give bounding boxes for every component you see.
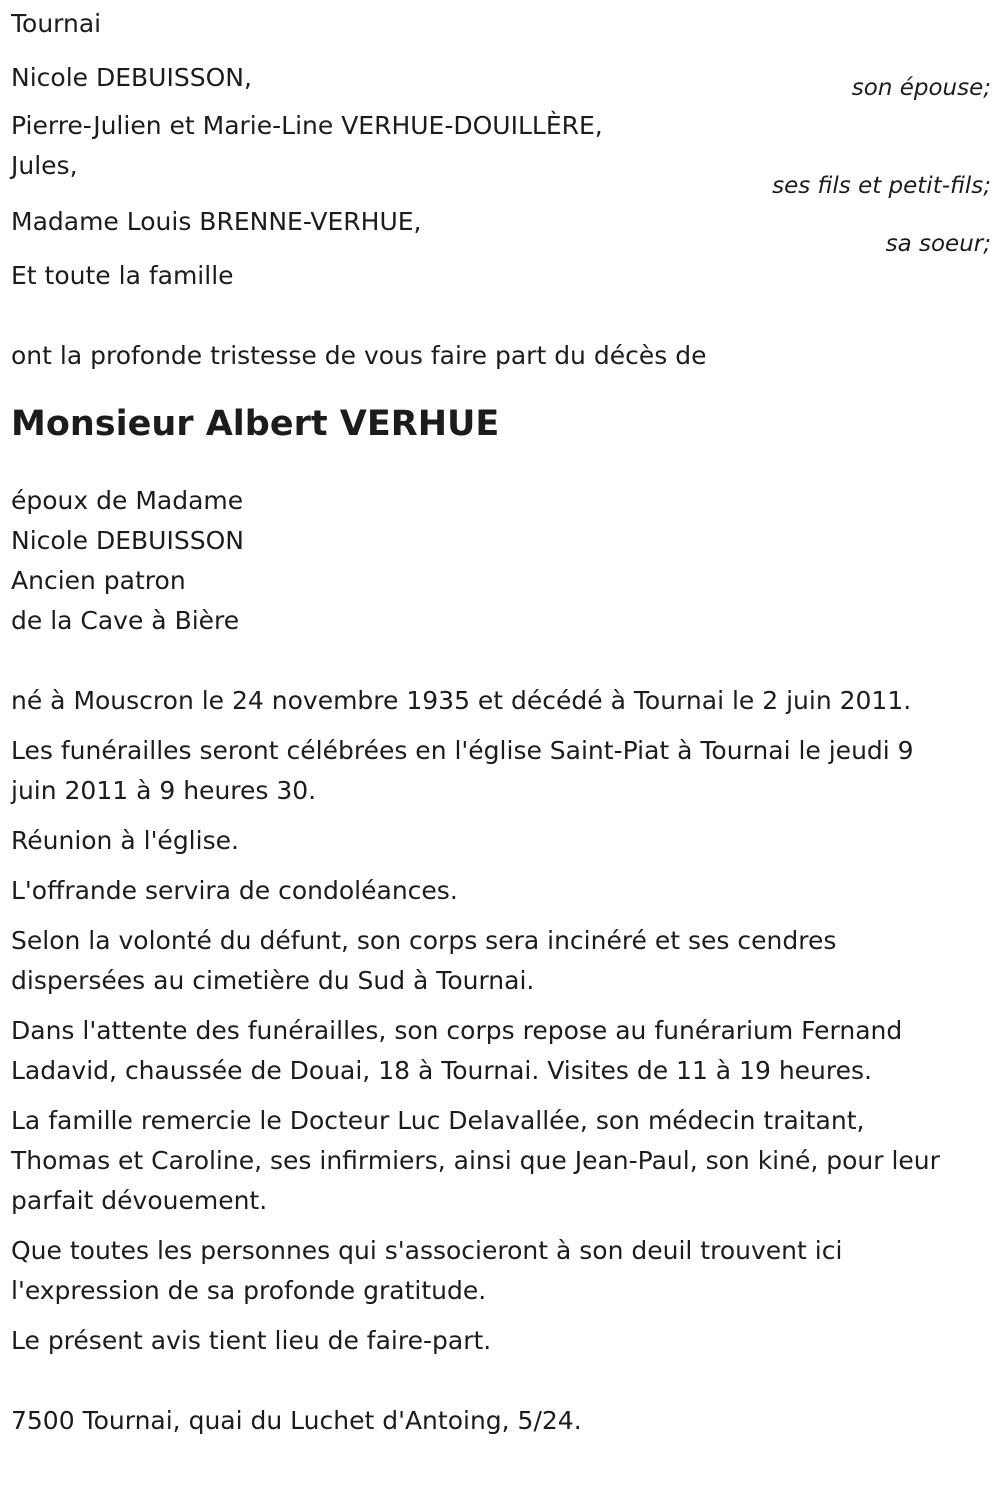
paragraph-cremation — [11, 921, 991, 1001]
deceased-name: Monsieur Albert VERHUE — [11, 404, 500, 444]
family-name-line: Pierre-Julien et Marie-Line VERHUE-DOUILLÈRE, — [11, 111, 603, 140]
family-relation: son épouse; — [851, 75, 991, 101]
family-name-line: Nicole DEBUISSON, — [11, 63, 252, 92]
paragraph-meeting — [11, 821, 991, 861]
paragraph-line: dispersées au cimetière du Sud à Tournai. — [11, 966, 535, 995]
deceased-details — [11, 481, 991, 641]
family-closing: Et toute la famille — [11, 261, 234, 290]
paragraph-funerarium — [11, 1011, 991, 1091]
address: 7500 Tournai, quai du Luchet d'Antoing, 5/24. — [11, 1406, 582, 1435]
paragraph-line: Dans l'attente des funérailles, son corps repose au funérarium Fernand — [11, 1016, 903, 1045]
paragraph-line: Thomas et Caroline, ses infirmiers, ainsi que Jean-Paul, son kiné, pour leur — [11, 1146, 940, 1175]
family-group-spouse — [11, 58, 991, 104]
paragraph-line: La famille remercie le Docteur Luc Delavallée, son médecin traitant, — [11, 1106, 865, 1135]
paragraph-line: L'offrande servira de condoléances. — [11, 876, 458, 905]
paragraph-line: juin 2011 à 9 heures 30. — [11, 776, 317, 805]
family-group-sister — [11, 202, 991, 260]
paragraph-gratitude — [11, 1231, 991, 1311]
paragraph-offering — [11, 871, 991, 911]
paragraph-notice — [11, 1321, 991, 1361]
detail-line: époux de Madame — [11, 486, 244, 515]
obituary-notice — [11, 0, 991, 1441]
family-relation: ses fils et petit-fils; — [772, 173, 991, 199]
announcement: ont la profonde tristesse de vous faire part du décès de — [11, 341, 707, 370]
paragraph-line: Que toutes les personnes qui s'associeront à son deuil trouvent ici — [11, 1236, 843, 1265]
paragraph-line: Ladavid, chaussée de Douai, 18 à Tournai. Visites de 11 à 19 heures. — [11, 1056, 872, 1085]
paragraph-line: l'expression de sa profonde gratitude. — [11, 1276, 487, 1305]
notice-paragraphs — [11, 681, 991, 1361]
paragraph-dates — [11, 681, 991, 721]
family-relation: sa soeur; — [885, 231, 991, 257]
paragraph-line: Le présent avis tient lieu de faire-part. — [11, 1326, 492, 1355]
detail-line: Nicole DEBUISSON — [11, 526, 244, 555]
family-name-line: Jules, — [11, 151, 78, 180]
detail-line: Ancien patron — [11, 566, 186, 595]
paragraph-thanks — [11, 1101, 991, 1221]
paragraph-line: parfait dévouement. — [11, 1186, 268, 1215]
paragraph-funeral — [11, 731, 991, 811]
paragraph-line: Réunion à l'église. — [11, 826, 239, 855]
paragraph-line: Les funérailles seront célébrées en l'église Saint-Piat à Tournai le jeudi 9 — [11, 736, 914, 765]
location: Tournai — [11, 9, 102, 38]
detail-line: de la Cave à Bière — [11, 606, 240, 635]
family-name-line: Madame Louis BRENNE-VERHUE, — [11, 207, 422, 236]
paragraph-line: Selon la volonté du défunt, son corps sera incinéré et ses cendres — [11, 926, 837, 955]
paragraph-line: né à Mouscron le 24 novembre 1935 et décédé à Tournai le 2 juin 2011. — [11, 686, 912, 715]
family-group-children — [11, 106, 991, 202]
